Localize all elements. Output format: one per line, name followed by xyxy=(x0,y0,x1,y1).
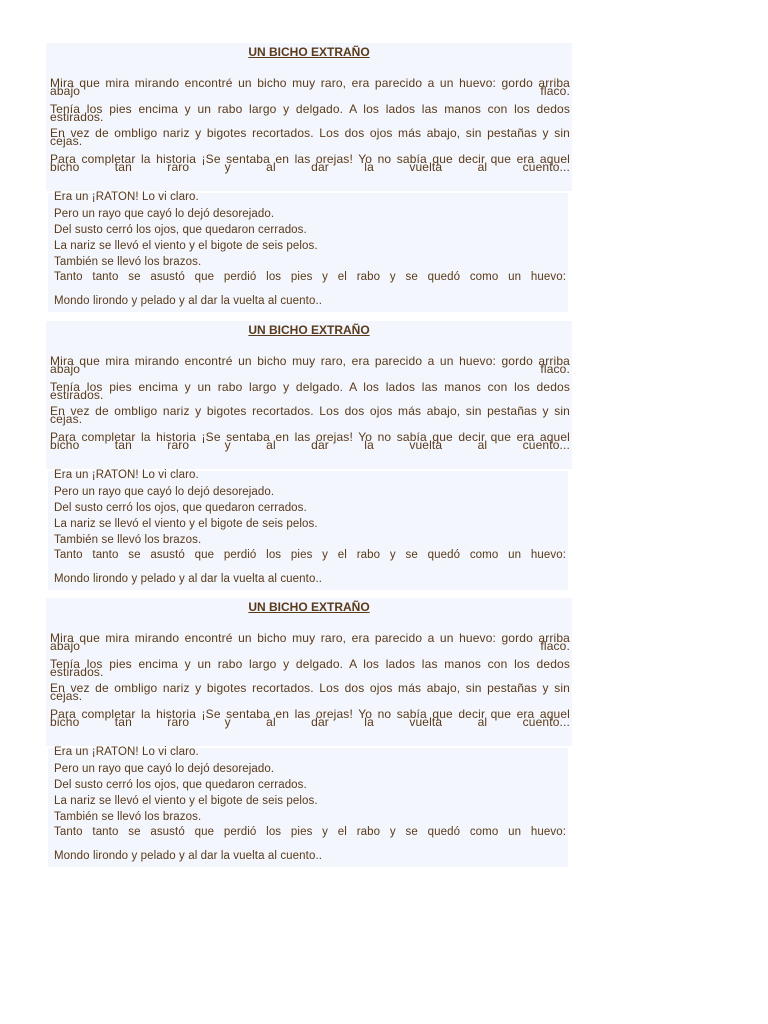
story-verse-6: Tanto tanto se asustó que perdió los pies y el rabo y se quedó como un huevo: xyxy=(54,549,566,561)
story-verse-2: Pero un rayo que cayó lo dejó desorejado. xyxy=(54,486,275,498)
story-paragraph-3: En vez de ombligo nariz y bigotes recortados. Los dos ojos más abajo, sin pestañas y sin cejas. xyxy=(50,126,570,148)
story-verse-4: La nariz se llevó el viento y el bigote de seis pelos. xyxy=(54,795,318,807)
story-title: UN BICHO EXTRAÑO xyxy=(248,45,370,59)
story-verse-3: Del susto cerró los ojos, que quedaron cerrados. xyxy=(54,779,307,791)
story-header-panel xyxy=(46,321,572,469)
story-paragraph-4: Para completar la historia ¡Se sentaba en las orejas! Yo no sabía que decir que era aquel bicho tan raro y al dar la vuelta al cuento... xyxy=(50,707,570,729)
story-verse-6: Tanto tanto se asustó que perdió los pies y el rabo y se quedó como un huevo: xyxy=(54,826,566,838)
story-title: UN BICHO EXTRAÑO xyxy=(248,323,370,337)
story-verse-7: Mondo lirondo y pelado y al dar la vuelta al cuento.. xyxy=(54,573,323,585)
story-paragraph-1: Mira que mira mirando encontré un bicho muy raro, era parecido a un huevo: gordo arriba abajo flaco. xyxy=(50,354,570,376)
story-verse-1: Era un ¡RATON! Lo vi claro. xyxy=(54,191,199,203)
story-verse-7: Mondo lirondo y pelado y al dar la vuelta al cuento.. xyxy=(54,295,323,307)
story-paragraph-2: Tenía los pies encima y un rabo largo y delgado. A los lados las manos con los dedos estirados. xyxy=(50,380,570,402)
story-verses-panel xyxy=(48,193,568,312)
story-verse-4: La nariz se llevó el viento y el bigote de seis pelos. xyxy=(54,240,318,252)
story-verse-3: Del susto cerró los ojos, que quedaron cerrados. xyxy=(54,502,307,514)
story-header-panel xyxy=(46,43,572,191)
story-verse-5: También se llevó los brazos. xyxy=(54,811,202,823)
story-verse-1: Era un ¡RATON! Lo vi claro. xyxy=(54,469,199,481)
story-paragraph-4: Para completar la historia ¡Se sentaba en las orejas! Yo no sabía que decir que era aquel bicho tan raro y al dar la vuelta al cuento... xyxy=(50,430,570,452)
story-verses-panel xyxy=(48,471,568,590)
story-header-panel xyxy=(46,598,572,746)
story-paragraph-1: Mira que mira mirando encontré un bicho muy raro, era parecido a un huevo: gordo arriba abajo flaco. xyxy=(50,76,570,98)
story-paragraph-2: Tenía los pies encima y un rabo largo y delgado. A los lados las manos con los dedos estirados. xyxy=(50,657,570,679)
story-verse-1: Era un ¡RATON! Lo vi claro. xyxy=(54,746,199,758)
story-verse-5: También se llevó los brazos. xyxy=(54,256,202,268)
story-paragraph-4: Para completar la historia ¡Se sentaba en las orejas! Yo no sabía que decir que era aquel bicho tan raro y al dar la vuelta al cuento... xyxy=(50,152,570,174)
story-paragraph-3: En vez de ombligo nariz y bigotes recortados. Los dos ojos más abajo, sin pestañas y sin cejas. xyxy=(50,404,570,426)
story-verse-4: La nariz se llevó el viento y el bigote de seis pelos. xyxy=(54,518,318,530)
story-verse-2: Pero un rayo que cayó lo dejó desorejado. xyxy=(54,208,275,220)
story-paragraph-2: Tenía los pies encima y un rabo largo y delgado. A los lados las manos con los dedos estirados. xyxy=(50,102,570,124)
story-verses-panel xyxy=(48,748,568,867)
story-paragraph-1: Mira que mira mirando encontré un bicho muy raro, era parecido a un huevo: gordo arriba abajo flaco. xyxy=(50,631,570,653)
story-verse-3: Del susto cerró los ojos, que quedaron cerrados. xyxy=(54,224,307,236)
story-verse-2: Pero un rayo que cayó lo dejó desorejado. xyxy=(54,763,275,775)
story-verse-6: Tanto tanto se asustó que perdió los pies y el rabo y se quedó como un huevo: xyxy=(54,271,566,283)
story-copy-1 xyxy=(46,43,572,315)
story-verse-7: Mondo lirondo y pelado y al dar la vuelta al cuento.. xyxy=(54,850,323,862)
story-title: UN BICHO EXTRAÑO xyxy=(248,600,370,614)
story-copy-3 xyxy=(46,598,572,870)
story-verse-5: También se llevó los brazos. xyxy=(54,534,202,546)
story-copy-2 xyxy=(46,321,572,593)
story-paragraph-3: En vez de ombligo nariz y bigotes recortados. Los dos ojos más abajo, sin pestañas y sin cejas. xyxy=(50,681,570,703)
